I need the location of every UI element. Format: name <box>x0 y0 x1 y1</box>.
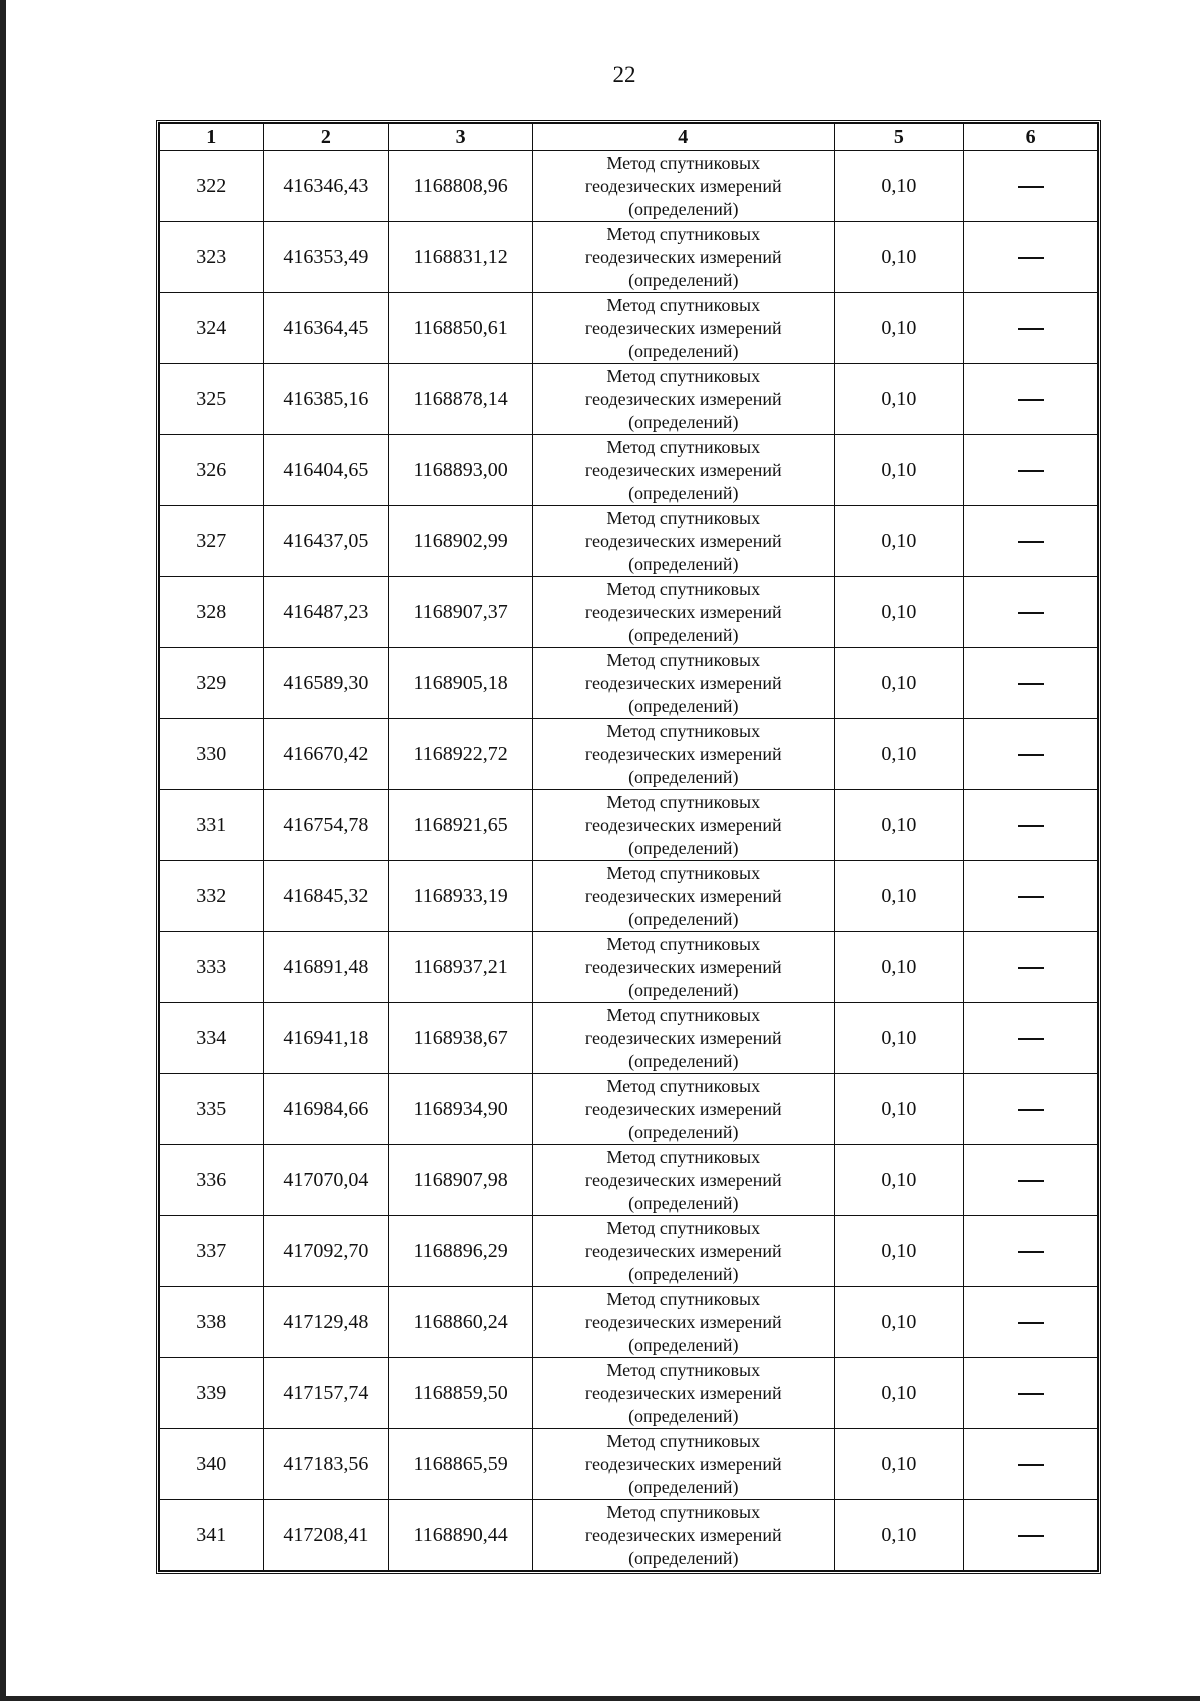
dash-mark <box>1018 1038 1044 1040</box>
cell-y-coordinate: 1168890,44 <box>389 1500 533 1571</box>
method-line-1: Метод спутниковых <box>606 791 761 812</box>
method-line-3: (определений) <box>628 1334 739 1355</box>
cell-x-coordinate: 416437,05 <box>263 506 389 577</box>
cell-accuracy: 0,10 <box>834 1358 964 1429</box>
dash-mark <box>1018 1393 1044 1395</box>
table-row <box>160 435 1098 506</box>
table-row <box>160 719 1098 790</box>
method-line-1: Метод спутниковых <box>606 223 761 244</box>
cell-accuracy: 0,10 <box>834 1429 964 1500</box>
method-line-3: (определений) <box>628 908 739 929</box>
table-row <box>160 1358 1098 1429</box>
table-row <box>160 151 1098 222</box>
cell-x-coordinate: 416353,49 <box>263 222 389 293</box>
cell-point-number: 325 <box>160 364 264 435</box>
cell-note <box>964 1216 1098 1287</box>
cell-note <box>964 222 1098 293</box>
dash-mark <box>1018 399 1044 401</box>
dash-mark <box>1018 1251 1044 1253</box>
cell-note <box>964 293 1098 364</box>
dash-mark <box>1018 1322 1044 1324</box>
method-line-1: Метод спутниковых <box>606 649 761 670</box>
dash-mark <box>1018 1464 1044 1466</box>
cell-method <box>532 648 834 719</box>
table-row <box>160 364 1098 435</box>
method-line-3: (определений) <box>628 411 739 432</box>
cell-y-coordinate: 1168850,61 <box>389 293 533 364</box>
cell-accuracy: 0,10 <box>834 222 964 293</box>
cell-x-coordinate: 416487,23 <box>263 577 389 648</box>
cell-point-number: 335 <box>160 1074 264 1145</box>
cell-point-number: 333 <box>160 932 264 1003</box>
method-line-3: (определений) <box>628 198 739 219</box>
method-line-3: (определений) <box>628 624 739 645</box>
page-number: 22 <box>612 62 636 87</box>
method-line-2: геодезических измерений <box>584 459 782 480</box>
dash-mark <box>1018 541 1044 543</box>
cell-note <box>964 151 1098 222</box>
cell-point-number: 329 <box>160 648 264 719</box>
method-line-1: Метод спутниковых <box>606 720 761 741</box>
method-line-1: Метод спутниковых <box>606 1075 761 1096</box>
cell-method <box>532 790 834 861</box>
table-row <box>160 861 1098 932</box>
cell-accuracy: 0,10 <box>834 1003 964 1074</box>
header-col-5: 5 <box>834 124 964 151</box>
cell-x-coordinate: 416589,30 <box>263 648 389 719</box>
cell-method <box>532 151 834 222</box>
cell-point-number: 332 <box>160 861 264 932</box>
method-line-2: геодезических измерений <box>584 956 782 977</box>
method-line-2: геодезических измерений <box>584 1524 782 1545</box>
method-line-1: Метод спутниковых <box>606 933 761 954</box>
method-line-2: геодезических измерений <box>584 601 782 622</box>
cell-note <box>964 932 1098 1003</box>
cell-point-number: 341 <box>160 1500 264 1571</box>
dash-mark <box>1018 470 1044 472</box>
cell-accuracy: 0,10 <box>834 1145 964 1216</box>
cell-x-coordinate: 417070,04 <box>263 1145 389 1216</box>
cell-x-coordinate: 416364,45 <box>263 293 389 364</box>
cell-method <box>532 364 834 435</box>
method-line-2: геодезических измерений <box>584 1311 782 1332</box>
table-row <box>160 577 1098 648</box>
cell-method <box>532 293 834 364</box>
cell-x-coordinate: 416346,43 <box>263 151 389 222</box>
cell-method <box>532 719 834 790</box>
cell-y-coordinate: 1168905,18 <box>389 648 533 719</box>
cell-y-coordinate: 1168860,24 <box>389 1287 533 1358</box>
cell-y-coordinate: 1168922,72 <box>389 719 533 790</box>
method-line-3: (определений) <box>628 553 739 574</box>
table-row <box>160 1500 1098 1571</box>
header-col-1: 1 <box>160 124 264 151</box>
method-line-2: геодезических измерений <box>584 885 782 906</box>
method-line-1: Метод спутниковых <box>606 1217 761 1238</box>
method-line-1: Метод спутниковых <box>606 365 761 386</box>
cell-method <box>532 932 834 1003</box>
coordinates-table <box>156 120 1101 1574</box>
table-body <box>160 151 1098 1571</box>
cell-x-coordinate: 416754,78 <box>263 790 389 861</box>
method-line-1: Метод спутниковых <box>606 1501 761 1522</box>
table-row <box>160 1429 1098 1500</box>
method-line-3: (определений) <box>628 269 739 290</box>
cell-method <box>532 222 834 293</box>
method-line-3: (определений) <box>628 340 739 361</box>
cell-y-coordinate: 1168896,29 <box>389 1216 533 1287</box>
cell-point-number: 337 <box>160 1216 264 1287</box>
dash-mark <box>1018 683 1044 685</box>
cell-x-coordinate: 416984,66 <box>263 1074 389 1145</box>
cell-point-number: 327 <box>160 506 264 577</box>
cell-note <box>964 1500 1098 1571</box>
method-line-1: Метод спутниковых <box>606 1359 761 1380</box>
table-row <box>160 222 1098 293</box>
cell-method <box>532 1216 834 1287</box>
cell-accuracy: 0,10 <box>834 364 964 435</box>
cell-accuracy: 0,10 <box>834 932 964 1003</box>
method-line-2: геодезических измерений <box>584 388 782 409</box>
method-line-3: (определений) <box>628 1263 739 1284</box>
method-line-2: геодезических измерений <box>584 1169 782 1190</box>
method-line-2: геодезических измерений <box>584 175 782 196</box>
table-row <box>160 506 1098 577</box>
cell-y-coordinate: 1168902,99 <box>389 506 533 577</box>
method-line-2: геодезических измерений <box>584 530 782 551</box>
cell-method <box>532 1500 834 1571</box>
cell-note <box>964 1429 1098 1500</box>
dash-mark <box>1018 1109 1044 1111</box>
method-line-3: (определений) <box>628 766 739 787</box>
cell-note <box>964 435 1098 506</box>
cell-accuracy: 0,10 <box>834 1074 964 1145</box>
cell-y-coordinate: 1168808,96 <box>389 151 533 222</box>
cell-point-number: 340 <box>160 1429 264 1500</box>
cell-x-coordinate: 417208,41 <box>263 1500 389 1571</box>
method-line-1: Метод спутниковых <box>606 578 761 599</box>
cell-x-coordinate: 417157,74 <box>263 1358 389 1429</box>
cell-accuracy: 0,10 <box>834 151 964 222</box>
cell-accuracy: 0,10 <box>834 1500 964 1571</box>
cell-note <box>964 1145 1098 1216</box>
cell-point-number: 324 <box>160 293 264 364</box>
method-line-1: Метод спутниковых <box>606 1004 761 1025</box>
dash-mark <box>1018 825 1044 827</box>
cell-accuracy: 0,10 <box>834 1216 964 1287</box>
method-line-1: Метод спутниковых <box>606 507 761 528</box>
cell-accuracy: 0,10 <box>834 577 964 648</box>
cell-note <box>964 861 1098 932</box>
cell-x-coordinate: 417092,70 <box>263 1216 389 1287</box>
cell-method <box>532 1429 834 1500</box>
cell-accuracy: 0,10 <box>834 790 964 861</box>
cell-accuracy: 0,10 <box>834 719 964 790</box>
cell-note <box>964 1003 1098 1074</box>
table-row <box>160 932 1098 1003</box>
cell-y-coordinate: 1168893,00 <box>389 435 533 506</box>
cell-y-coordinate: 1168831,12 <box>389 222 533 293</box>
cell-x-coordinate: 416385,16 <box>263 364 389 435</box>
cell-accuracy: 0,10 <box>834 293 964 364</box>
cell-point-number: 338 <box>160 1287 264 1358</box>
method-line-3: (определений) <box>628 837 739 858</box>
method-line-3: (определений) <box>628 1547 739 1568</box>
cell-point-number: 328 <box>160 577 264 648</box>
dash-mark <box>1018 1535 1044 1537</box>
cell-point-number: 331 <box>160 790 264 861</box>
table-row <box>160 1074 1098 1145</box>
method-line-2: геодезических измерений <box>584 672 782 693</box>
method-line-3: (определений) <box>628 1121 739 1142</box>
cell-method <box>532 1003 834 1074</box>
dash-mark <box>1018 186 1044 188</box>
method-line-3: (определений) <box>628 1405 739 1426</box>
cell-x-coordinate: 416891,48 <box>263 932 389 1003</box>
method-line-2: геодезических измерений <box>584 317 782 338</box>
cell-y-coordinate: 1168938,67 <box>389 1003 533 1074</box>
method-line-2: геодезических измерений <box>584 1240 782 1261</box>
scan-left-edge <box>0 0 6 1701</box>
method-line-2: геодезических измерений <box>584 246 782 267</box>
method-line-3: (определений) <box>628 1050 739 1071</box>
table-row <box>160 1216 1098 1287</box>
table-row <box>160 1003 1098 1074</box>
cell-method <box>532 1358 834 1429</box>
cell-y-coordinate: 1168878,14 <box>389 364 533 435</box>
cell-accuracy: 0,10 <box>834 506 964 577</box>
cell-note <box>964 790 1098 861</box>
cell-note <box>964 506 1098 577</box>
table-row <box>160 293 1098 364</box>
cell-point-number: 330 <box>160 719 264 790</box>
dash-mark <box>1018 1180 1044 1182</box>
cell-method <box>532 435 834 506</box>
cell-method <box>532 1287 834 1358</box>
table-row <box>160 648 1098 719</box>
dash-mark <box>1018 896 1044 898</box>
cell-x-coordinate: 416670,42 <box>263 719 389 790</box>
method-line-2: геодезических измерений <box>584 743 782 764</box>
coordinates-table-grid <box>159 123 1098 1571</box>
cell-y-coordinate: 1168937,21 <box>389 932 533 1003</box>
method-line-2: геодезических измерений <box>584 1382 782 1403</box>
cell-point-number: 334 <box>160 1003 264 1074</box>
dash-mark <box>1018 328 1044 330</box>
table-header-row <box>160 124 1098 151</box>
table-row <box>160 1145 1098 1216</box>
dash-mark <box>1018 257 1044 259</box>
method-line-1: Метод спутниковых <box>606 152 761 173</box>
cell-note <box>964 1074 1098 1145</box>
cell-accuracy: 0,10 <box>834 435 964 506</box>
cell-y-coordinate: 1168934,90 <box>389 1074 533 1145</box>
cell-method <box>532 577 834 648</box>
cell-accuracy: 0,10 <box>834 861 964 932</box>
method-line-2: геодезических измерений <box>584 1098 782 1119</box>
method-line-1: Метод спутниковых <box>606 862 761 883</box>
method-line-3: (определений) <box>628 979 739 1000</box>
cell-accuracy: 0,10 <box>834 648 964 719</box>
cell-point-number: 339 <box>160 1358 264 1429</box>
cell-method <box>532 861 834 932</box>
method-line-1: Метод спутниковых <box>606 294 761 315</box>
cell-method <box>532 1074 834 1145</box>
method-line-2: геодезических измерений <box>584 1027 782 1048</box>
cell-note <box>964 577 1098 648</box>
method-line-3: (определений) <box>628 482 739 503</box>
cell-accuracy: 0,10 <box>834 1287 964 1358</box>
cell-y-coordinate: 1168933,19 <box>389 861 533 932</box>
method-line-3: (определений) <box>628 695 739 716</box>
cell-x-coordinate: 416941,18 <box>263 1003 389 1074</box>
cell-note <box>964 364 1098 435</box>
method-line-3: (определений) <box>628 1476 739 1497</box>
cell-x-coordinate: 417129,48 <box>263 1287 389 1358</box>
table-row <box>160 790 1098 861</box>
method-line-3: (определений) <box>628 1192 739 1213</box>
cell-y-coordinate: 1168907,98 <box>389 1145 533 1216</box>
cell-point-number: 322 <box>160 151 264 222</box>
cell-note <box>964 719 1098 790</box>
table-row <box>160 1287 1098 1358</box>
dash-mark <box>1018 967 1044 969</box>
method-line-1: Метод спутниковых <box>606 1430 761 1451</box>
cell-point-number: 323 <box>160 222 264 293</box>
cell-point-number: 326 <box>160 435 264 506</box>
cell-x-coordinate: 417183,56 <box>263 1429 389 1500</box>
method-line-1: Метод спутниковых <box>606 1146 761 1167</box>
dash-mark <box>1018 612 1044 614</box>
method-line-2: геодезических измерений <box>584 1453 782 1474</box>
method-line-1: Метод спутниковых <box>606 1288 761 1309</box>
cell-method <box>532 1145 834 1216</box>
cell-y-coordinate: 1168921,65 <box>389 790 533 861</box>
dash-mark <box>1018 754 1044 756</box>
method-line-1: Метод спутниковых <box>606 436 761 457</box>
cell-note <box>964 648 1098 719</box>
cell-point-number: 336 <box>160 1145 264 1216</box>
header-col-6: 6 <box>964 124 1098 151</box>
scan-bottom-edge <box>0 1696 1200 1701</box>
method-line-2: геодезических измерений <box>584 814 782 835</box>
cell-y-coordinate: 1168865,59 <box>389 1429 533 1500</box>
cell-x-coordinate: 416404,65 <box>263 435 389 506</box>
header-col-4: 4 <box>532 124 834 151</box>
cell-note <box>964 1358 1098 1429</box>
cell-y-coordinate: 1168859,50 <box>389 1358 533 1429</box>
cell-x-coordinate: 416845,32 <box>263 861 389 932</box>
header-col-3: 3 <box>389 124 533 151</box>
header-col-2: 2 <box>263 124 389 151</box>
cell-y-coordinate: 1168907,37 <box>389 577 533 648</box>
cell-note <box>964 1287 1098 1358</box>
cell-method <box>532 506 834 577</box>
